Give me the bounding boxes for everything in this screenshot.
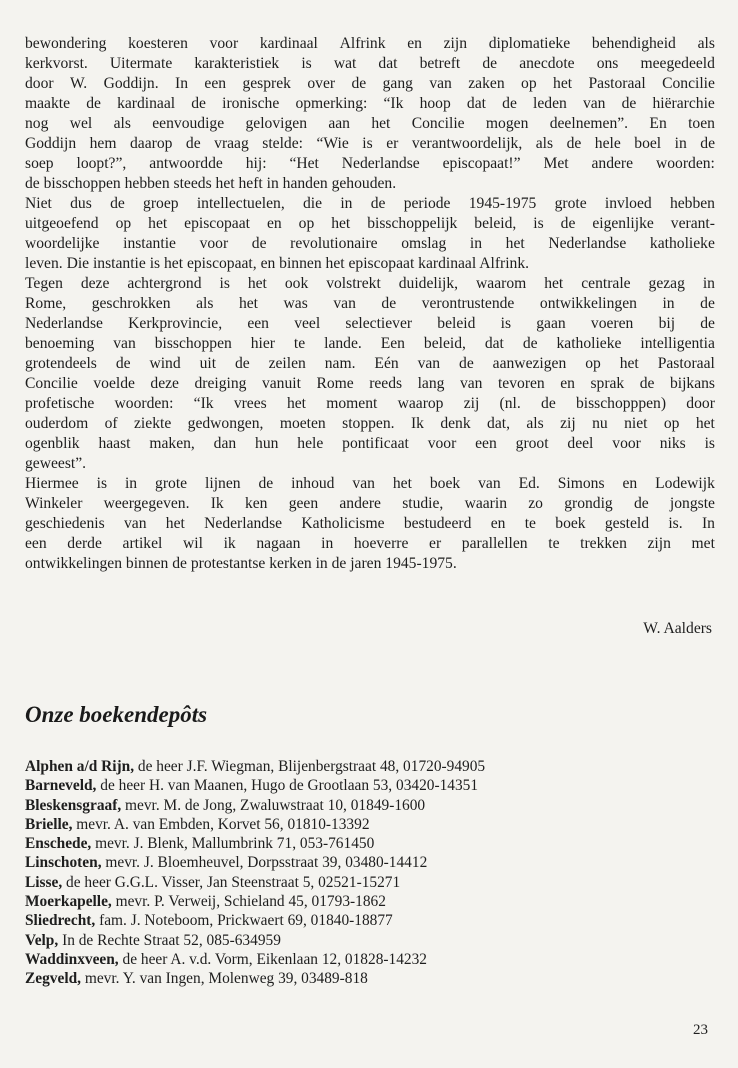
article-body [25, 34, 715, 574]
article-line-text: woordelijke instantie voor de revolutionaire omslag in het Nederlandse katholieke [25, 235, 715, 252]
article-line [25, 494, 715, 514]
depot-place: Velp, [25, 931, 59, 949]
article-line-text: Nederlandse Kerkprovincie, een veel selectiever beleid is gaan voeren bij de [25, 315, 715, 332]
depot-place: Barneveld, [25, 777, 97, 795]
depot-details: mevr. J. Blenk, Mallumbrink 71, 053-761450 [91, 835, 375, 853]
depot-details: de heer H. van Maanen, Hugo de Grootlaan 53, 03420-14351 [96, 777, 479, 795]
depot-details: de heer A. v.d. Vorm, Eikenlaan 12, 01828-14232 [118, 950, 427, 968]
article-line-text: Tegen deze achtergrond is het ook volstrekt duidelijk, waarom het centrale gezag in [25, 275, 715, 292]
article-line-text: geschiedenis van het Nederlandse Katholicisme bestudeerd en te boek gesteld is. In [25, 515, 715, 532]
depot-details: de heer J.F. Wiegman, Blijenbergstraat 48, 01720-94905 [134, 758, 486, 775]
article-line [25, 34, 715, 54]
article-line-text: Hiermee is in grote lijnen de inhoud van het boek van Ed. Simons en Lodewijk [25, 475, 715, 492]
depot-item [25, 757, 715, 776]
article-line-text: Concilie voelde deze dreiging vanuit Rome reeds lang van tevoren en sprak de bijkans [25, 375, 715, 392]
article-line-text: bewondering koesteren voor kardinaal Alfrink en zijn diplomatieke behendigheid als [25, 35, 715, 52]
article-line [25, 414, 715, 434]
article-line [25, 474, 715, 494]
article-line-text: profetische woorden: “Ik vrees het moment waarop zij (nl. de bisschopppen) door [25, 395, 715, 412]
depot-item [25, 796, 715, 815]
article-line [25, 294, 715, 314]
article-line [25, 514, 715, 534]
depot-place: Enschede, [25, 835, 92, 853]
article-line-text: ouderdom of ziekte gedwongen, moeten stoppen. Ik denk dat, als zij nu niet op het [25, 415, 715, 432]
depot-item [25, 873, 715, 892]
depot-details: de heer G.G.L. Visser, Jan Steenstraat 5, 02521-15271 [62, 873, 401, 891]
article-line-text: Niet dus de groep intellectuelen, die in de periode 1945-1975 grote invloed hebben [25, 195, 715, 212]
article-line [25, 134, 715, 154]
depot-place: Brielle, [25, 815, 73, 833]
article-line [25, 114, 715, 134]
article-line [25, 214, 715, 234]
article-line-text: Winkeler weergegeven. Ik ken geen andere studie, waarin zo grondig de jongste [25, 495, 715, 512]
article-line-text: door W. Goddijn. In een gesprek over de gang van zaken op het Pastoraal Concilie [25, 75, 715, 92]
depot-item [25, 969, 715, 988]
article-line [25, 94, 715, 114]
article-line [25, 554, 715, 574]
article-line [25, 254, 715, 274]
article-line-text: grotendeels de wind uit de zeilen nam. Eén van de aanwezigen op het Pastoraal [25, 355, 715, 372]
article-line [25, 74, 715, 94]
article-line-text: maakte de kardinaal de ironische opmerking: “Ik hoop dat de leden van de hiërarchie [25, 95, 715, 112]
article-line [25, 194, 715, 214]
article-line-text: uitgeoefend op het episcopaat en op het bisschoppelijk beleid, is de eigenlijke verant- [25, 215, 715, 232]
author-signature: W. Aalders [643, 620, 712, 637]
depot-list [25, 757, 715, 989]
depot-details: fam. J. Noteboom, Prickwaert 69, 01840-18877 [95, 912, 393, 930]
depot-item [25, 931, 715, 950]
article-line-text: een derde artikel wil ik nagaan in hoeverre er parallellen te trekken zijn met [25, 535, 715, 552]
depot-item [25, 776, 715, 795]
depot-place: Linschoten, [25, 854, 102, 872]
article-line-text: Goddijn hem daarop de vraag stelde: “Wie is er verantwoordelijk, als de hele boel in de [25, 135, 715, 152]
depot-details: mevr. Y. van Ingen, Molenweg 39, 03489-818 [81, 970, 368, 988]
article-line-text: kerkvorst. Uitermate karakteristiek is wat dat betreft de anecdote ons meegedeeld [25, 55, 715, 72]
article-line [25, 154, 715, 174]
article-line [25, 354, 715, 374]
depot-details: mevr. A. van Embden, Korvet 56, 01810-13392 [72, 815, 370, 833]
depot-item [25, 815, 715, 834]
article-line [25, 454, 715, 474]
article-line-text: ontwikkelingen binnen de protestantse kerken in de jaren 1945-1975. [25, 555, 457, 572]
depot-item [25, 892, 715, 911]
article-line [25, 334, 715, 354]
article-line [25, 374, 715, 394]
depot-item [25, 834, 715, 853]
depot-item [25, 853, 715, 872]
article-line [25, 54, 715, 74]
depot-details: mevr. J. Bloemheuvel, Dorpsstraat 39, 03480-14412 [101, 854, 428, 872]
depot-place: Waddinxveen, [25, 950, 119, 968]
section-title: Onze boekendepôts [25, 702, 208, 727]
article-line [25, 394, 715, 414]
depot-place: Bleskensgraaf, [25, 796, 122, 814]
article-line-text: Rome, geschrokken als het was van de verontrustende ontwikkelingen in de [25, 295, 715, 312]
article-line [25, 234, 715, 254]
article-line [25, 534, 715, 554]
depot-place: Sliedrecht, [25, 912, 96, 930]
article-line-text: de bisschoppen hebben steeds het heft in handen gehouden. [25, 175, 397, 192]
article-line [25, 434, 715, 454]
article-line-text: geweest”. [25, 455, 87, 472]
article-line [25, 314, 715, 334]
page-number: 23 [693, 1022, 708, 1038]
article-line-text: leven. Die instantie is het episcopaat, en binnen het episcopaat kardinaal Alfrink. [25, 255, 530, 272]
depot-item [25, 911, 715, 930]
depot-place: Lisse, [25, 873, 63, 891]
article-line-text: ogenblik haast maken, dan hun hele pontificaat voor een groot deel voor niks is [25, 435, 715, 452]
article-line [25, 174, 715, 194]
depot-item [25, 950, 715, 969]
depot-details: mevr. P. Verweij, Schieland 45, 01793-1862 [111, 893, 386, 911]
depot-place: Alphen a/d Rijn, [25, 758, 135, 775]
depot-details: mevr. M. de Jong, Zwaluwstraat 10, 01849-1600 [121, 796, 426, 814]
depot-details: In de Rechte Straat 52, 085-634959 [58, 931, 281, 949]
depot-place: Zegveld, [25, 970, 82, 988]
article-line-text: soep loopt?”, antwoordde hij: “Het Nederlandse episcopaat!” Met andere woorden: [25, 155, 715, 172]
article-line-text: nog wel als eenvoudige gelovigen aan het Concilie mogen deelnemen”. En toen [25, 115, 715, 132]
depot-place: Moerkapelle, [25, 893, 112, 911]
article-line [25, 274, 715, 294]
article-line-text: benoeming van bisschoppen hier te lande. Een beleid, dat de katholieke intelligentia [25, 335, 715, 352]
